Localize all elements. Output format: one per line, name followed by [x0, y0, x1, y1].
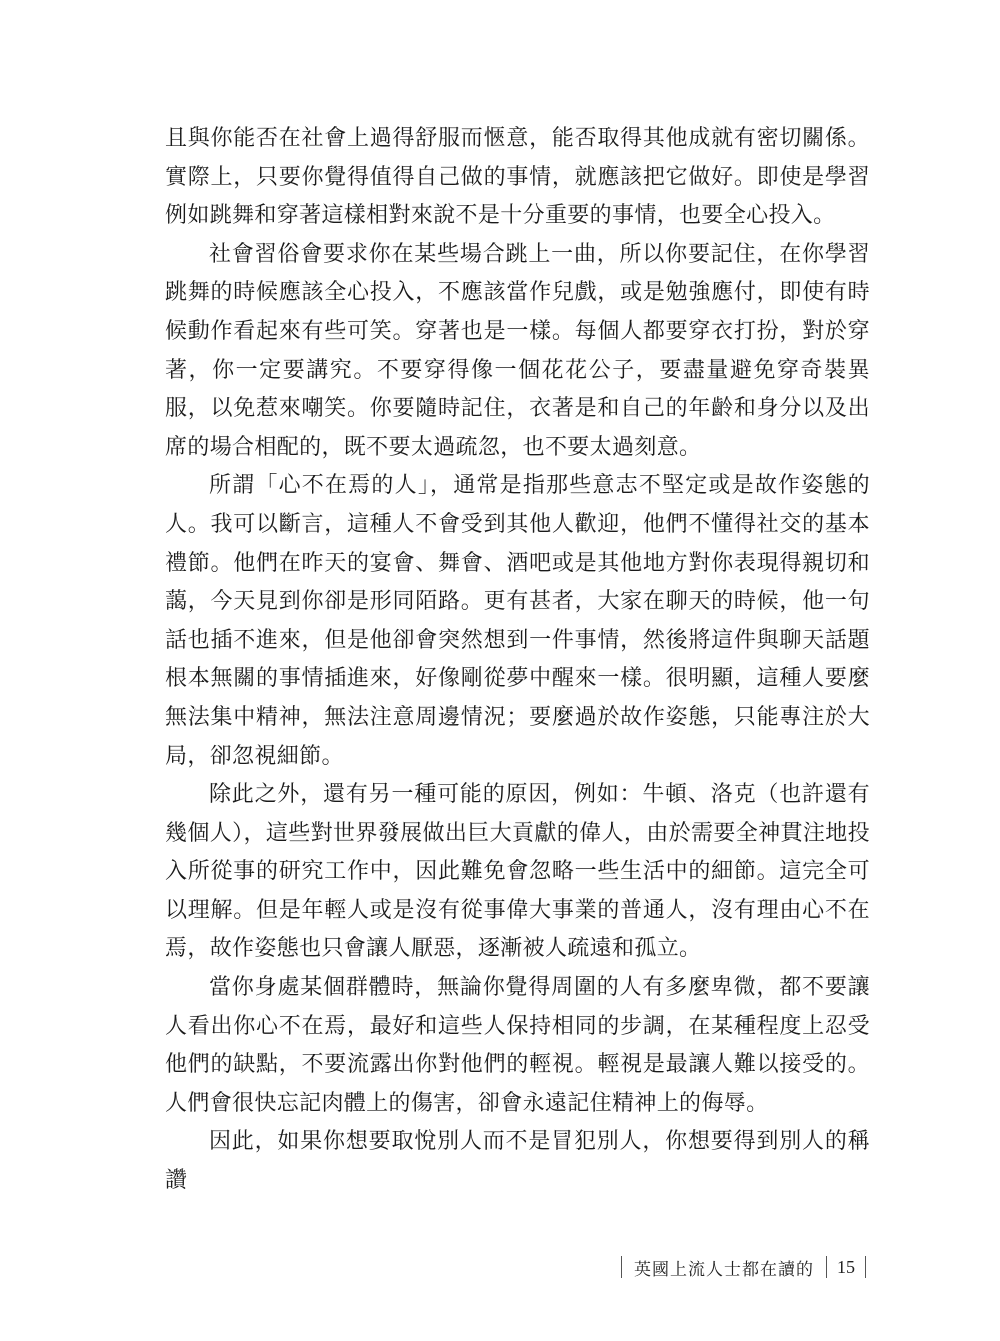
paragraph-dancing-dress: 社會習俗會要求你在某些場合跳上一曲，所以你要記住，在你學習跳舞的時候應該全心投入，不應該當作兒戲，或是勉強應付，即使有時候動作看起來有些可笑。穿著也是一樣。每個人都要穿衣打扮，對於穿著，你一定要講究。不要穿得像一個花花公子，要盡量避免穿奇裝異服，以免惹來嘲笑。你要隨時記住，衣著是和自己的年齡和身分以及出席的場合相配的，既不要太過疏忽，也不要太過刻意。	[165, 241, 870, 460]
footer-divider-right	[865, 1256, 866, 1278]
paragraph-absent-minded: 所謂「心不在焉的人」，通常是指那些意志不堅定或是故作姿態的人。我可以斷言，這種人不會受到其他人歡迎，他們不懂得社交的基本禮節。他們在昨天的宴會、舞會、酒吧或是其他地方對你表現得親切和藹，今天見到你卻是形同陌路。更有甚者，大家在聊天的時候，他一句話也插不進來，但是他卻會突然想到一件事情，然後將這件與聊天話題根本無關的事情插進來，好像剛從夢中醒來一樣。很明顯，這種人要麼無法集中精神，無法注意周邊情況；要麼過於故作姿態，只能專注於大局，卻忽視細節。	[165, 473, 870, 769]
page-footer	[621, 1255, 866, 1279]
page-number: 15	[837, 1256, 855, 1277]
running-book-title: 英國上流人士都在讀的	[634, 1259, 814, 1280]
page-body	[165, 120, 870, 1201]
paragraph-great-men: 除此之外，還有另一種可能的原因，例如：牛頓、洛克（也許還有幾個人），這些對世界發展做出巨大貢獻的偉人，由於需要全神貫注地投入所從事的研究工作中，因此難免會忽略一些生活中的細節。這完全可以理解。但是年輕人或是沒有從事偉大事業的普通人，沒有理由心不在焉，故作姿態也只會讓人厭惡，逐漸被人疏遠和孤立。	[165, 782, 870, 962]
paragraph-therefore: 因此，如果你想要取悅別人而不是冒犯別人，你想要得到別人的稱讚	[165, 1129, 870, 1194]
paragraph-continued: 且與你能否在社會上過得舒服而愜意，能否取得其他成就有密切關係。實際上，只要你覺得值得自己做的事情，就應該把它做好。即使是學習例如跳舞和穿著這樣相對來說不是十分重要的事情，也要全心投入。	[165, 126, 870, 229]
paragraph-contempt: 當你身處某個群體時，無論你覺得周圍的人有多麼卑微，都不要讓人看出你心不在焉，最好和這些人保持相同的步調，在某種程度上忍受他們的缺點，不要流露出你對他們的輕視。輕視是最讓人難以接受的。人們會很快忘記肉體上的傷害，卻會永遠記住精神上的侮辱。	[165, 975, 870, 1116]
